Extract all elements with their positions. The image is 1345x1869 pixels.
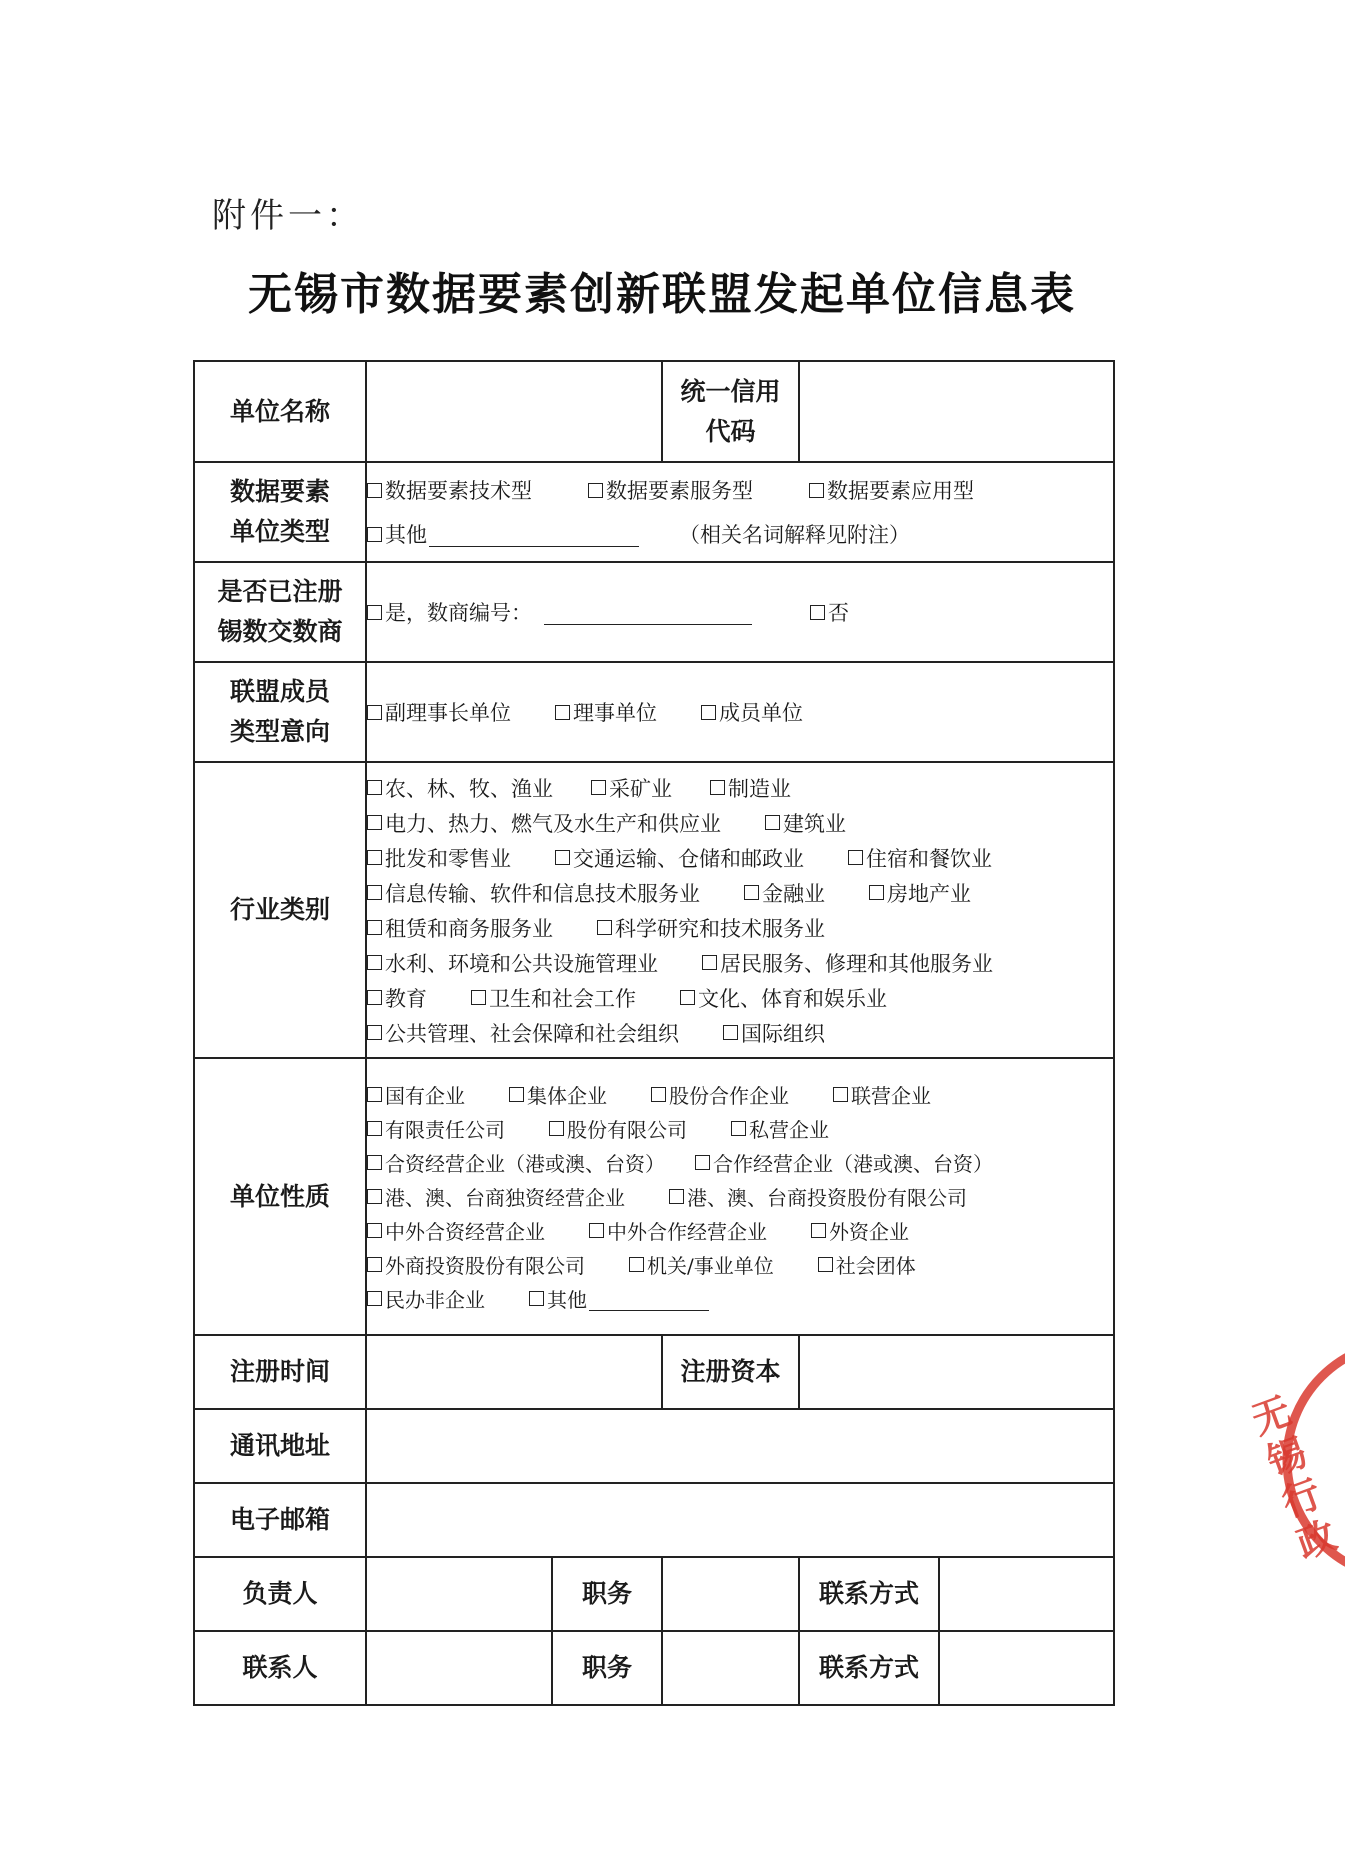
checkbox-icon xyxy=(367,1155,382,1170)
checkbox-icon xyxy=(833,1087,848,1102)
nature-option[interactable]: 中外合作经营企业 xyxy=(589,1216,767,1245)
nature-option[interactable]: 集体企业 xyxy=(509,1080,607,1109)
industry-option[interactable]: 卫生和社会工作 xyxy=(471,983,636,1013)
nature-option[interactable]: 外商投资股份有限公司 xyxy=(367,1250,585,1279)
checkbox-icon xyxy=(367,815,382,830)
unit-type-option[interactable]: 数据要素应用型 xyxy=(809,475,974,505)
checkbox-icon xyxy=(367,850,382,865)
checkbox-icon xyxy=(702,955,717,970)
checkbox-icon xyxy=(367,990,382,1005)
checkbox-icon xyxy=(367,1291,382,1306)
industry-label: 行业类别 xyxy=(194,762,366,1058)
leader-label: 负责人 xyxy=(194,1557,366,1631)
merchant-number-blank[interactable] xyxy=(544,600,752,625)
email-row xyxy=(194,1483,1114,1557)
checkbox-icon xyxy=(597,920,612,935)
checkbox-icon xyxy=(869,885,884,900)
contact-label: 联系人 xyxy=(194,1631,366,1705)
nature-option[interactable]: 社会团体 xyxy=(818,1250,916,1279)
credit-code-label: 统一信用 代码 xyxy=(662,361,799,462)
checkbox-icon xyxy=(529,1291,544,1306)
nature-other-blank[interactable] xyxy=(589,1286,709,1311)
checkbox-icon xyxy=(367,955,382,970)
checkbox-icon xyxy=(549,1121,564,1136)
checkbox-icon xyxy=(367,1257,382,1272)
checkbox-icon xyxy=(809,483,824,498)
nature-option[interactable]: 外资企业 xyxy=(811,1216,909,1245)
nature-options xyxy=(366,1058,1114,1335)
address-row xyxy=(194,1409,1114,1483)
checkbox-icon xyxy=(589,1223,604,1238)
unit-name-field[interactable] xyxy=(366,361,662,462)
checkbox-icon xyxy=(811,1223,826,1238)
annex-label: 附件一： xyxy=(212,196,364,236)
industry-option[interactable]: 房地产业 xyxy=(869,878,971,908)
leader-row xyxy=(194,1557,1114,1631)
leader-name-field[interactable] xyxy=(366,1557,552,1631)
checkbox-icon xyxy=(367,780,382,795)
industry-option[interactable]: 居民服务、修理和其他服务业 xyxy=(702,948,993,978)
member-type-option[interactable]: 理事单位 xyxy=(555,697,657,727)
unit-type-other-blank[interactable] xyxy=(429,522,639,547)
checkbox-icon xyxy=(367,605,382,620)
leader-contact-label: 联系方式 xyxy=(799,1557,939,1631)
nature-option[interactable]: 机关/事业单位 xyxy=(629,1250,774,1279)
checkbox-icon xyxy=(818,1257,833,1272)
registered-options xyxy=(366,562,1114,662)
industry-option[interactable]: 科学研究和技术服务业 xyxy=(597,913,825,943)
industry-option[interactable]: 交通运输、仓储和邮政业 xyxy=(555,843,804,873)
checkbox-icon xyxy=(701,705,716,720)
unit-type-option[interactable]: 数据要素技术型 xyxy=(367,475,532,505)
checkbox-icon xyxy=(848,850,863,865)
nature-option[interactable]: 民办非企业 xyxy=(367,1284,485,1313)
industry-option[interactable]: 住宿和餐饮业 xyxy=(848,843,992,873)
industry-option[interactable]: 建筑业 xyxy=(765,808,846,838)
industry-option[interactable]: 信息传输、软件和信息技术服务业 xyxy=(367,878,700,908)
checkbox-icon xyxy=(591,780,606,795)
nature-option[interactable]: 有限责任公司 xyxy=(367,1114,505,1143)
checkbox-icon xyxy=(651,1087,666,1102)
checkbox-icon xyxy=(367,885,382,900)
leader-position-field[interactable] xyxy=(662,1557,799,1631)
industry-option[interactable]: 租赁和商务服务业 xyxy=(367,913,553,943)
industry-option[interactable]: 农、林、牧、渔业 xyxy=(367,773,553,803)
unit-type-option[interactable]: 数据要素服务型 xyxy=(588,475,753,505)
unit-name-row xyxy=(194,361,1114,462)
industry-option[interactable]: 水利、环境和公共设施管理业 xyxy=(367,948,658,978)
checkbox-icon xyxy=(367,1121,382,1136)
leader-contact-field[interactable] xyxy=(939,1557,1114,1631)
industry-option[interactable]: 电力、热力、燃气及水生产和供应业 xyxy=(367,808,721,838)
checkbox-icon xyxy=(471,990,486,1005)
registered-no-option[interactable]: 否 xyxy=(810,597,849,627)
nature-option[interactable]: 国有企业 xyxy=(367,1080,465,1109)
unit-type-label: 数据要素 单位类型 xyxy=(194,462,366,562)
industry-option[interactable]: 金融业 xyxy=(744,878,825,908)
credit-code-field[interactable] xyxy=(799,361,1114,462)
capital-field[interactable] xyxy=(799,1335,1114,1409)
nature-option[interactable]: 联营企业 xyxy=(833,1080,931,1109)
industry-option[interactable]: 制造业 xyxy=(710,773,791,803)
page-title: 无锡市数据要素创新联盟发起单位信息表 xyxy=(248,269,1076,320)
checkbox-icon xyxy=(710,780,725,795)
nature-option[interactable]: 股份有限公司 xyxy=(549,1114,687,1143)
nature-other-option[interactable]: 其他 xyxy=(529,1284,587,1313)
checkbox-icon xyxy=(367,1087,382,1102)
checkbox-icon xyxy=(744,885,759,900)
checkbox-icon xyxy=(810,605,825,620)
nature-label: 单位性质 xyxy=(194,1058,366,1335)
checkbox-icon xyxy=(555,850,570,865)
contact-position-field[interactable] xyxy=(662,1631,799,1705)
checkbox-icon xyxy=(555,705,570,720)
checkbox-icon xyxy=(723,1025,738,1040)
contact-contact-field[interactable] xyxy=(939,1631,1114,1705)
checkbox-icon xyxy=(367,1025,382,1040)
info-form-table xyxy=(193,360,1115,1706)
reg-time-field[interactable] xyxy=(366,1335,662,1409)
checkbox-icon xyxy=(367,1223,382,1238)
unit-type-note: （相关名词解释见附注） xyxy=(679,523,910,547)
red-seal-stamp xyxy=(1240,1330,1345,1590)
unit-name-label: 单位名称 xyxy=(194,361,366,462)
nature-option[interactable]: 合作经营企业（港或澳、台资） xyxy=(695,1148,993,1177)
registered-label: 是否已注册 锡数交数商 xyxy=(194,562,366,662)
capital-label: 注册资本 xyxy=(662,1335,799,1409)
nature-option[interactable]: 合资经营企业（港或澳、台资） xyxy=(367,1148,665,1177)
address-label: 通讯地址 xyxy=(194,1409,366,1483)
checkbox-icon xyxy=(629,1257,644,1272)
checkbox-icon xyxy=(509,1087,524,1102)
unit-type-other-option[interactable]: 其他 xyxy=(367,519,427,549)
checkbox-icon xyxy=(367,1189,382,1204)
checkbox-icon xyxy=(588,483,603,498)
contact-contact-label: 联系方式 xyxy=(799,1631,939,1705)
industry-option[interactable]: 文化、体育和娱乐业 xyxy=(680,983,887,1013)
industry-option[interactable]: 国际组织 xyxy=(723,1018,825,1048)
address-field[interactable] xyxy=(366,1409,1114,1483)
nature-row xyxy=(194,1058,1114,1335)
industry-options xyxy=(366,762,1114,1058)
checkbox-icon xyxy=(669,1189,684,1204)
industry-option[interactable]: 公共管理、社会保障和社会组织 xyxy=(367,1018,679,1048)
leader-position-label: 职务 xyxy=(552,1557,662,1631)
nature-option[interactable]: 港、澳、台商投资股份有限公司 xyxy=(669,1182,967,1211)
checkbox-icon xyxy=(367,705,382,720)
nature-option[interactable]: 中外合资经营企业 xyxy=(367,1216,545,1245)
nature-option[interactable]: 股份合作企业 xyxy=(651,1080,789,1109)
registered-row xyxy=(194,562,1114,662)
nature-option[interactable]: 私营企业 xyxy=(731,1114,829,1143)
email-field[interactable] xyxy=(366,1483,1114,1557)
industry-row xyxy=(194,762,1114,1058)
seal-text: 无锡行政 xyxy=(1240,1389,1344,1571)
checkbox-icon xyxy=(367,527,382,542)
email-label: 电子邮箱 xyxy=(194,1483,366,1557)
checkbox-icon xyxy=(765,815,780,830)
member-type-label: 联盟成员 类型意向 xyxy=(194,662,366,762)
checkbox-icon xyxy=(695,1155,710,1170)
contact-position-label: 职务 xyxy=(552,1631,662,1705)
reg-time-label: 注册时间 xyxy=(194,1335,366,1409)
unit-type-options xyxy=(366,462,1114,562)
member-type-options xyxy=(366,662,1114,762)
contact-row xyxy=(194,1631,1114,1705)
checkbox-icon xyxy=(731,1121,746,1136)
registered-yes-option[interactable]: 是，数商编号： xyxy=(367,597,532,627)
member-type-option[interactable]: 成员单位 xyxy=(701,697,803,727)
unit-type-row xyxy=(194,462,1114,562)
member-type-option[interactable]: 副理事长单位 xyxy=(367,697,511,727)
nature-option[interactable]: 港、澳、台商独资经营企业 xyxy=(367,1182,625,1211)
reg-time-row xyxy=(194,1335,1114,1409)
industry-option[interactable]: 采矿业 xyxy=(591,773,672,803)
industry-option[interactable]: 教育 xyxy=(367,983,427,1013)
checkbox-icon xyxy=(367,920,382,935)
checkbox-icon xyxy=(680,990,695,1005)
member-type-row xyxy=(194,662,1114,762)
industry-option[interactable]: 批发和零售业 xyxy=(367,843,511,873)
checkbox-icon xyxy=(367,483,382,498)
contact-name-field[interactable] xyxy=(366,1631,552,1705)
